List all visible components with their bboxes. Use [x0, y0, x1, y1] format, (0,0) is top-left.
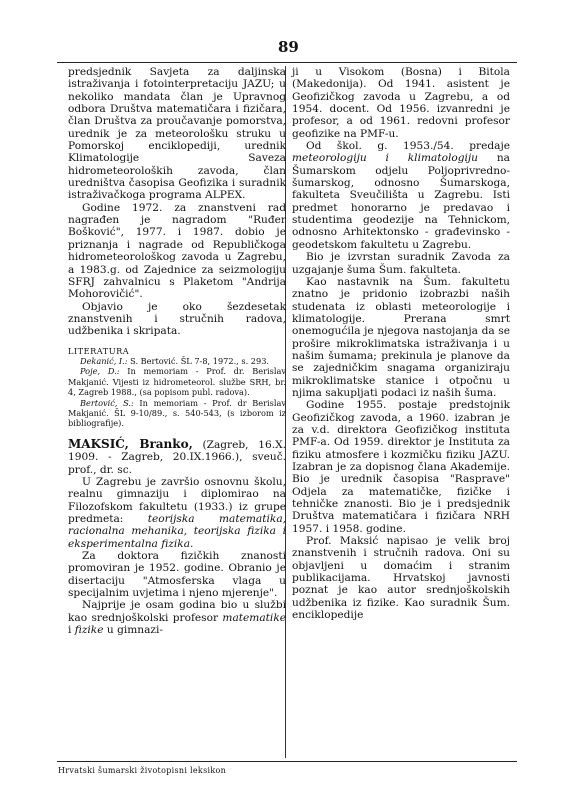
literature-entry	[68, 366, 286, 397]
right-paragraph-4: Kao nastavnik na Šum. fakultetu znatno je pridonio izobrazbi naših studenata iz oblasti meteorologije i klimatologije. Prerana smrt onemogućila je njegova nastojanja da se prošire mikroklimatska istraživanja i u našim šumama; prekinula je planove da se zajedničkim snagama organiziraju mikroklimatske stanice i otpočnu u njima sakupljati podaci iz naših šuma.	[292, 275, 510, 399]
right-paragraph-1: ji u Visokom (Bosna) i Bitola (Makedonija). Od 1941. asistent je Geofizičkog zavoda u Zagrebu, a od 1954. docent. Od 1956. izvanredni je profesor, a od 1961. redovni profesor geofizike na PMF-u.	[292, 66, 510, 140]
page-number: 89	[278, 38, 299, 56]
left-paragraph-4	[68, 476, 286, 550]
left-paragraph-6	[68, 599, 286, 636]
education-text: U Zagrebu je završio osnovnu školu, realnu gimnaziju i diplomirao na Filozofskom fakultetu (1933.) iz grupe predmeta:	[68, 475, 286, 525]
literature-text: In memoriam - Prof. dr. Berislav Makjanić. Vijesti iz hidrometeorol. službe SRH, br. 4, Zagreb 1988., (sa popisom publ. radova).	[68, 366, 286, 398]
right-paragraph-5: Godine 1955. postaje predstojnik Geofizičkog zavoda, a 1960. izabran je za v.d. direktora Geofizičkog instituta PMF-a. Od 1959. direktor je Instituta za fiziku atmosfere i kozmičku fiziku JAZU. Izabran je za dopisnog člana Akademije. Bio je urednik časopisa "Rasprave" Odjela za matematičke, fizičke i tehničke znanosti. Bio je i predsjednik Društva matematičara i fizičara NRH 1957. i 1958. godine.	[292, 399, 510, 535]
teaching-text: Od škol. g. 1953./54. predaje	[306, 140, 510, 153]
right-paragraph-2	[292, 140, 510, 251]
subject-math: matematike	[222, 611, 287, 624]
literature-section	[68, 346, 286, 429]
right-paragraph-6: Prof. Maksić napisao je velik broj znanstvenih i stručnih radova. Oni su objavljeni u domaćim i stranim publikacijama. Hrvatskoj javnosti poznat je kao autor srednjoškolskih udžbenika iz fizike. Kao suradnik Šum. enciklopedije	[292, 535, 510, 622]
left-paragraph-2: Godine 1972. za znanstveni rad nagrađen je nagradom "Ruđer Bošković", 1977. i 1987. dobio je priznanja i nagrade od Republičkoga hidrometeorološkog zavoda u Zagrebu, a 1983.g. od Zajednice za seizmologiju SFRJ zahvalnicu s Plaketom "Andrija Mohorovičić".	[68, 201, 286, 301]
subject-physics: fizike	[74, 623, 104, 636]
header-rule	[57, 62, 517, 63]
teaching-text-cont: na Šumarskom odjelu Poljoprivredno-šumarskog, odnosno Šumarskoga, fakulteta Sveučilišta u Zagrebu. Isti predmet honorarno je predavao i studentima geodezije na Tehnickom, odnosno Arhitektonsko - građevinsko - geodetskom fakultetu u Zagrebu.	[292, 152, 510, 251]
left-column	[68, 66, 286, 636]
right-column	[292, 66, 510, 621]
literature-heading: LITERATURA	[68, 345, 130, 356]
literature-author: Bertović, S.:	[80, 397, 134, 408]
entry-header	[68, 438, 286, 476]
left-paragraph-1: predsjednik Savjeta za daljinska istraživanja i fotointerpretaciju JAZU; u nekoliko mandata član je Upravnog odbora Društva matematičara i fizičara, član Društva za proučavanje pomorstva, urednik je za meteorološku struku u Pomorskoj enciklopediji, urednik Klimatologije Saveza hidrometeoroloških zavoda, član uredništva časopisa Geofizika i suradnik istraživačkoga programa ALPEX.	[68, 66, 286, 202]
career-text: Najprije je osam godina bio u službi kao srednjoškolski profesor	[68, 599, 286, 624]
left-paragraph-5: Za doktora fizičkih znanosti promoviran je 1952. godine. Obranio je disertaciju "Atmosferska vlaga u specijalnim uvjetima i njeno mjerenje".	[68, 549, 286, 599]
footer-title: Hrvatski šumarski životopisni leksikon	[58, 766, 227, 775]
right-paragraph-3: Bio je izvrstan suradnik Zavoda za uzgajanje šuma Šum. fakulteta.	[292, 251, 510, 276]
footer-rule	[57, 761, 517, 762]
literature-entry	[68, 356, 286, 366]
subjects-text: teorijska matematika, racionalna mehanika, teorijska fizika i eksperimentalna fizika.	[68, 512, 286, 550]
left-paragraph-3: Objavio je oko šezdesetak znanstvenih i stručnih radova, udžbenika i skripata.	[68, 300, 286, 338]
entry-name: MAKSIĆ, Branko,	[68, 436, 193, 451]
literature-text: In memoriam - Prof. dr Berislav Makjanić. ŠL 9-10/89., s. 540-543, (s izborom iz bibliografije).	[68, 397, 286, 429]
career-text-end: u gimnazi-	[106, 623, 163, 636]
literature-author: Dekanić, I.:	[80, 355, 128, 366]
subject-meteorology: meteorologiju i klimatologiju	[292, 152, 479, 165]
entry-dates: (Zagreb, 16.X. 1909. - Zagreb, 20.IX.1966.), sveuč. prof., dr. sc.	[68, 438, 286, 476]
literature-entry	[68, 398, 286, 429]
conjunction: i	[68, 623, 72, 636]
literature-text: S. Bertović. ŠL 7-8, 1972., s. 293.	[130, 355, 270, 366]
literature-author: Poje, D.:	[80, 366, 120, 377]
